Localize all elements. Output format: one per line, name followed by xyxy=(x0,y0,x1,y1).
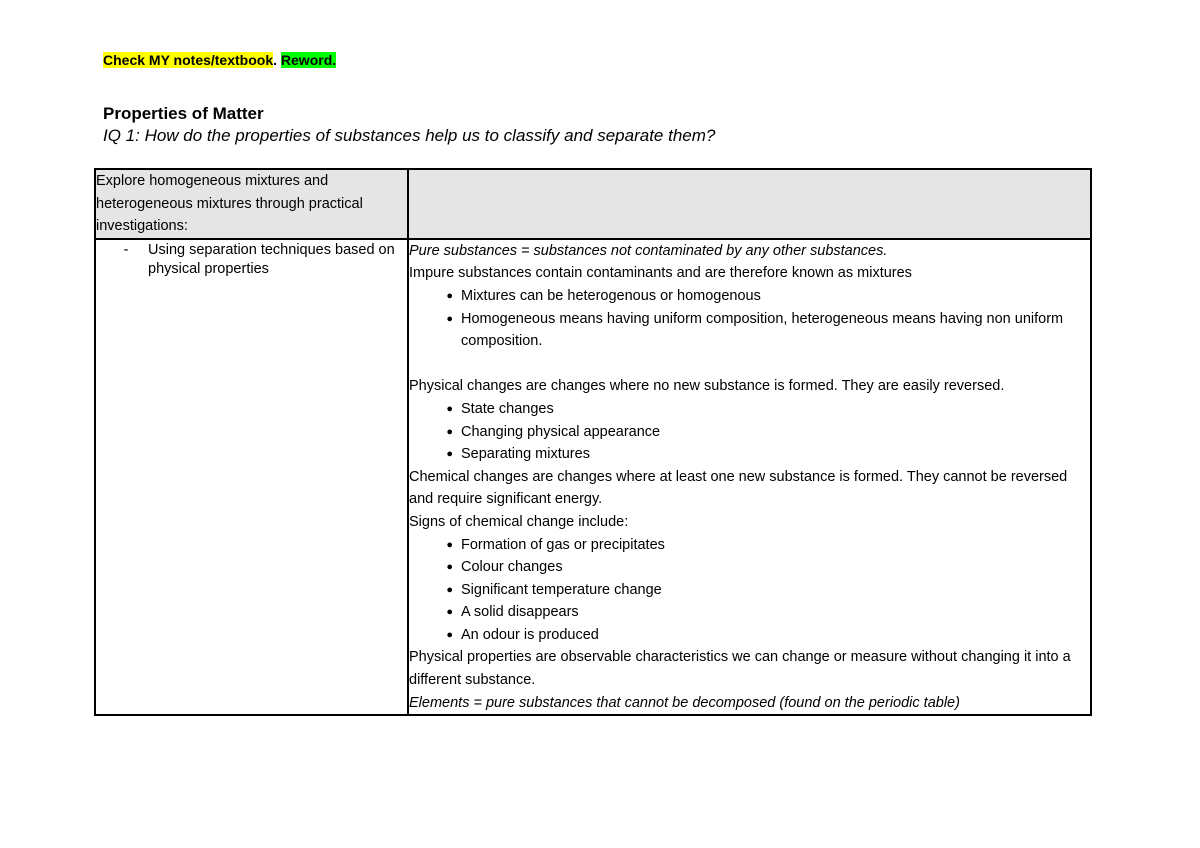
bullet-icon: ● xyxy=(446,448,453,461)
list-item-text: Homogeneous means having uniform composition, heterogeneous means having non uniform composition. xyxy=(461,310,1064,350)
definition-pure: Pure substances = substances not contaminated by any other substances. xyxy=(409,242,888,259)
note-separator: . xyxy=(273,52,281,68)
bullet-icon: ● xyxy=(446,402,453,415)
bullet-list-mixtures xyxy=(409,285,1090,353)
list-item xyxy=(409,285,1090,308)
list-item-text: A solid disappears xyxy=(461,604,579,621)
note-highlight-yellow: Check MY notes/textbook xyxy=(103,52,274,68)
bullet-icon: ● xyxy=(446,606,453,619)
inquiry-question: IQ 1: How do the properties of substances help us to classify and separate them? xyxy=(103,126,716,145)
list-item xyxy=(409,556,1090,579)
list-item-text: Mixtures can be heterogenous or homogenous xyxy=(461,287,761,304)
list-item-text: Changing physical appearance xyxy=(461,423,661,440)
bullet-icon: ● xyxy=(446,538,453,551)
table-row xyxy=(95,239,1091,715)
dash-bullet: - xyxy=(123,241,129,258)
list-item xyxy=(409,534,1090,557)
list-item-text: State changes xyxy=(461,400,554,417)
list-item-text: Colour changes xyxy=(461,559,563,576)
list-item xyxy=(409,308,1090,353)
list-item xyxy=(409,579,1090,602)
bullet-icon: ● xyxy=(446,289,453,302)
list-item-text: Significant temperature change xyxy=(461,581,662,598)
note-highlight-green: Reword. xyxy=(280,52,337,68)
list-item-text: Formation of gas or precipitates xyxy=(461,536,665,553)
bullet-icon: ● xyxy=(446,425,453,438)
editor-note xyxy=(103,52,336,68)
topic-list-item xyxy=(96,240,407,280)
blank-line xyxy=(409,353,1090,376)
paragraph-physical-properties: Physical properties are observable characteristics we can change or measure without changing it into a different substance. xyxy=(409,649,1071,689)
topic-text: Using separation techniques based on physical properties xyxy=(148,241,395,278)
page-title: Properties of Matter xyxy=(103,104,264,123)
list-item xyxy=(409,601,1090,624)
list-item xyxy=(409,398,1090,421)
paragraph-physical-changes: Physical changes are changes where no new substance is formed. They are easily reversed. xyxy=(409,378,1005,395)
list-item-text: An odour is produced xyxy=(461,626,599,643)
bullet-list-signs xyxy=(409,534,1090,647)
paragraph-chemical-changes: Chemical changes are changes where at least one new substance is formed. They cannot be reversed and require significant energy. xyxy=(409,468,1068,508)
bullet-icon: ● xyxy=(446,312,453,325)
bullet-icon: ● xyxy=(446,583,453,596)
notes-cell xyxy=(408,239,1091,715)
header-cell-right xyxy=(408,169,1091,239)
bullet-icon: ● xyxy=(446,561,453,574)
paragraph-signs: Signs of chemical change include: xyxy=(409,513,629,530)
bullet-list-physical xyxy=(409,398,1090,466)
list-item-text: Separating mixtures xyxy=(461,446,590,463)
list-item xyxy=(409,624,1090,647)
list-item xyxy=(409,421,1090,444)
paragraph-impure: Impure substances contain contaminants and are therefore known as mixtures xyxy=(409,265,912,282)
definition-elements: Elements = pure substances that cannot be decomposed (found on the periodic table) xyxy=(409,694,960,711)
topic-cell xyxy=(95,239,408,715)
header-cell-left: Explore homogeneous mixtures and heterogeneous mixtures through practical investigations: xyxy=(95,169,408,239)
notes-table xyxy=(94,168,1092,716)
table-header-row xyxy=(95,169,1091,239)
bullet-icon: ● xyxy=(446,628,453,641)
list-item xyxy=(409,443,1090,466)
